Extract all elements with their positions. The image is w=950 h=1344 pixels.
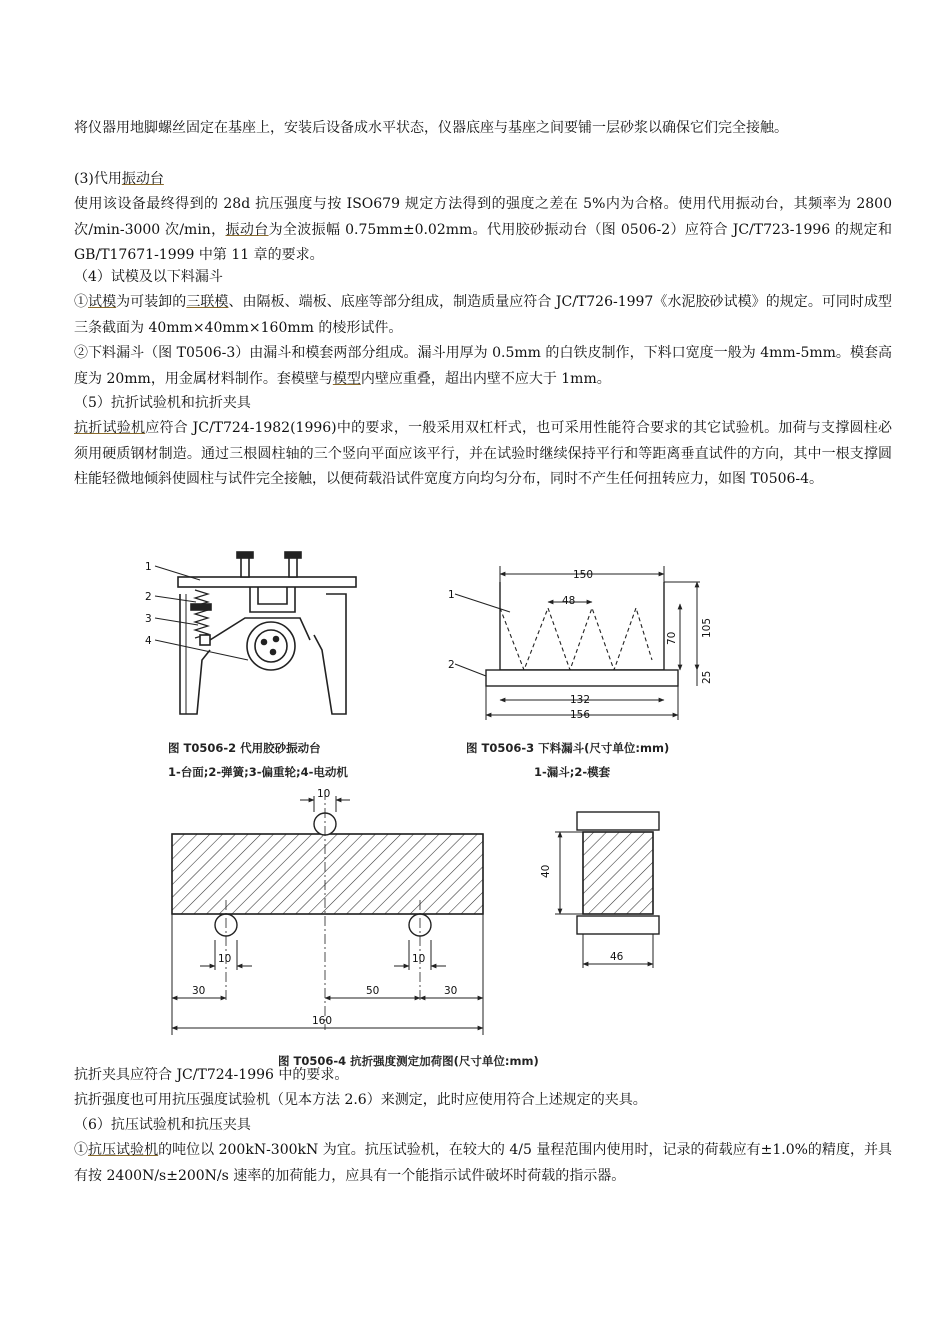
figure-flexural-loading (172, 790, 659, 1035)
fig3-dim-48: 48 (562, 595, 576, 607)
paragraph-installation: 将仪器用地脚螺丝固定在基座上，安装后设备成水平状态，仪器底座与基座之间要铺一层砂浆以确保它们完全接触。 (74, 120, 788, 136)
fig4-dim-left-10: 10 (218, 953, 232, 965)
fig2-label-3: 3 (145, 613, 152, 625)
heading-mold-funnel: （4）试模及以下料漏斗 (74, 269, 223, 285)
fig3-dim-156: 156 (570, 709, 591, 721)
fig3-caption: 图 T0506-3 下料漏斗(尺寸单位:mm) (466, 741, 670, 755)
heading-flexural-machine: （5）抗折试验机和抗折夹具 (74, 395, 251, 411)
paragraph-vibration-table: 使用该设备最终得到的 28d 抗压强度与按 ISO679 规定方法得到的强度之差在 5%内为合格。使用代用振动台，其频率为 2800 次/min-3000 次/min，振动台为全波振幅 0.75mm±0.02mm。代用胶砂振动台（图 0506-2）应符合 JC/T723-1996 的规定和 GB/T17671-1999 中第 11 章的要求。 (74, 196, 893, 263)
fig4-dim-50: 50 (366, 985, 380, 997)
fig3-dim-70: 70 (666, 631, 678, 645)
fig2-label-2: 2 (145, 591, 152, 603)
paragraph-flexural-alt: 抗折强度也可用抗压强度试验机（见本方法 2.6）来测定，此时应使用符合上述规定的夹具。 (74, 1092, 647, 1108)
fig4-dim-160: 160 (312, 1015, 333, 1027)
fig2-legend: 1-台面;2-弹簧;3-偏重轮;4-电动机 (168, 765, 348, 779)
fig4-dim-30-right: 30 (444, 985, 458, 997)
fig3-dim-132: 132 (570, 694, 591, 706)
paragraph-compression-machine: ①抗压试验机的吨位以 200kN-300kN 为宜。抗压试验机，在较大的 4/5 量程范围内使用时，记录的荷载应有±1.0%的精度，并具有按 2400N/s±200N/s 速率的加荷能力，应具有一个能指示试件破坏时荷载的指示器。 (74, 1142, 892, 1184)
fig3-label-2: 2 (448, 659, 455, 671)
paragraph-funnel: ②下料漏斗（图 T0506-3）由漏斗和模套两部分组成。漏斗用厚为 0.5mm 的白铁皮制作，下料口宽度一般为 4mm-5mm。模套高度为 20mm，用金属材料制作。套模壁与模型内壁应重叠，超出内壁不应大于 1mm。 (74, 345, 892, 387)
fig2-caption: 图 T0506-2 代用胶砂振动台 (168, 741, 321, 755)
fig3-dim-105: 105 (701, 617, 713, 638)
heading-compression-machine: （6）抗压试验机和抗压夹具 (74, 1117, 251, 1133)
figure-vibration-table (155, 552, 356, 714)
paragraph-mold: ①试模为可装卸的三联模、由隔板、端板、底座等部分组成，制造质量应符合 JC/T726-1997《水泥胶砂试模》的规定。可同时成型三条截面为 40mm×40mm×160mm 的棱形试件。 (74, 294, 893, 336)
fig3-dim-150: 150 (573, 569, 594, 581)
fig3-dim-25: 25 (701, 670, 713, 684)
fig2-label-4: 4 (145, 635, 152, 647)
fig4-dim-46: 46 (610, 951, 624, 963)
fig4-dim-40: 40 (540, 864, 552, 878)
heading-vibration-table: (3)代用振动台 (74, 171, 164, 187)
fig2-label-1: 1 (145, 561, 152, 573)
fig4-dim-load-10: 10 (317, 788, 331, 800)
paragraph-flexural-machine: 抗折试验机应符合 JC/T724-1982(1996)中的要求，一般采用双杠杆式，也可采用性能符合要求的其它试验机。加荷与支撑圆柱必须用硬质钢材制造。通过三根圆柱轴的三个竖向平面应该平行，并在试验时继续保持平行和等距离垂直试件的方向，其中一根支撑圆柱能轻微地倾斜使圆柱与试件完全接触，以便荷载沿试件宽度方向均匀分布，同时不产生任何扭转应力，如图 T0506-4。 (74, 420, 892, 487)
fig4-caption: 图 T0506-4 抗折强度测定加荷图(尺寸单位:mm) (278, 1054, 539, 1068)
fig3-label-1: 1 (448, 589, 455, 601)
fig3-legend: 1-漏斗;2-模套 (534, 765, 611, 779)
paragraph-flexural-fixture: 抗折夹具应符合 JC/T724-1996 中的要求。 (74, 1067, 349, 1083)
fig4-dim-right-10: 10 (412, 953, 426, 965)
fig4-dim-30-left: 30 (192, 985, 206, 997)
